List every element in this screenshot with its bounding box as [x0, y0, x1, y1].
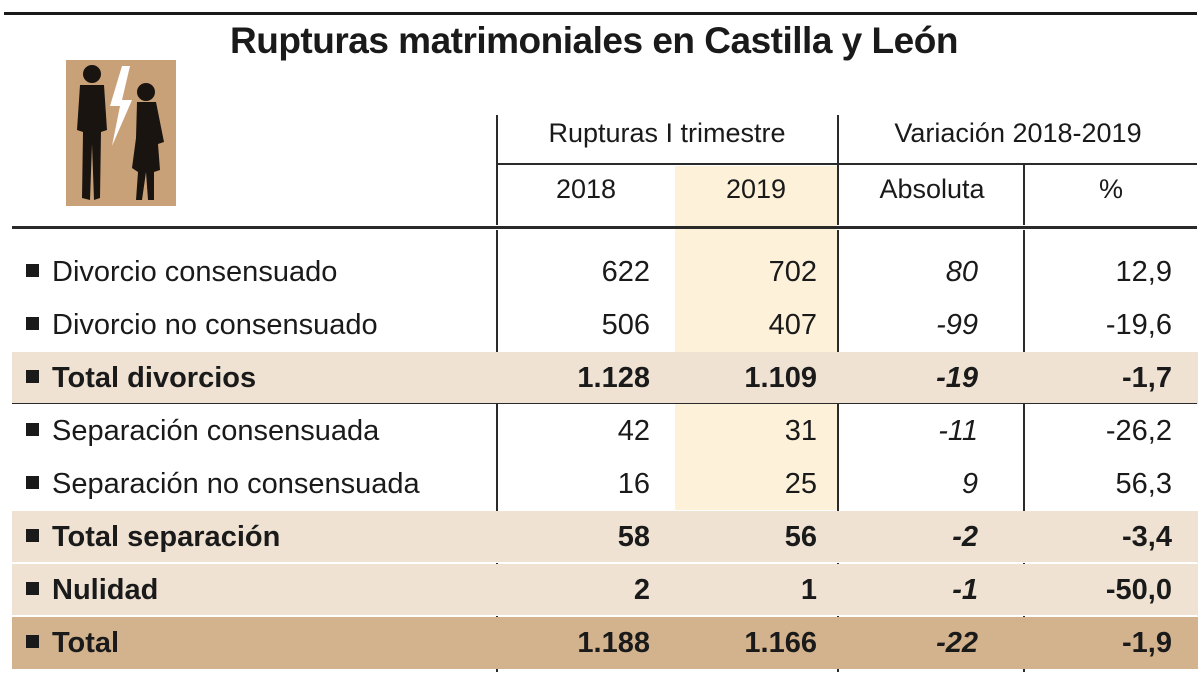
cell-pct: -3,4	[1122, 521, 1172, 553]
header-bottom-rule	[12, 226, 1197, 229]
cell-2018: 506	[601, 309, 650, 341]
header-divider	[497, 163, 1197, 165]
cell-2019: 25	[784, 468, 817, 500]
row-label: Separación no consensuada	[52, 468, 420, 500]
cell-absoluta: -2	[952, 521, 978, 553]
table-row	[12, 405, 1198, 457]
header-group-rupturas: Rupturas I trimestre	[548, 118, 786, 148]
row-label: Separación consensuada	[52, 415, 380, 447]
table-row-subtotal	[12, 564, 1198, 616]
divider-v3	[1023, 163, 1025, 225]
cell-2019: 31	[784, 415, 817, 447]
cell-pct: -50,0	[1105, 574, 1172, 606]
chart-title: Rupturas matrimoniales en Castilla y León	[230, 20, 958, 61]
row-label: Total separación	[52, 521, 281, 553]
cell-2019: 56	[784, 521, 817, 553]
cell-pct: -26,2	[1105, 415, 1172, 447]
table-row	[12, 299, 1198, 351]
cell-pct: -1,7	[1122, 362, 1172, 394]
row-label: Nulidad	[52, 574, 159, 606]
cell-pct: -19,6	[1105, 309, 1172, 341]
cell-2019: 1	[800, 574, 817, 606]
divider-v1	[496, 115, 498, 225]
cell-absoluta: 9	[961, 468, 978, 500]
row-label: Divorcio no consensuado	[52, 309, 378, 341]
table-row	[12, 458, 1198, 510]
cell-pct: 12,9	[1115, 256, 1172, 288]
row-separator	[12, 615, 1197, 616]
cell-absoluta: -11	[938, 415, 978, 447]
cell-2018: 58	[617, 521, 650, 553]
cell-2019: 407	[768, 309, 817, 341]
row-separator	[12, 562, 1197, 563]
divider-v2	[837, 115, 839, 225]
cell-absoluta: -22	[936, 627, 978, 659]
header-2019: 2019	[725, 174, 787, 204]
header-pct: %	[1098, 174, 1123, 204]
table-row-subtotal	[12, 511, 1198, 563]
cell-2018: 622	[601, 256, 650, 288]
cell-2018: 16	[617, 468, 650, 500]
cell-absoluta: 80	[945, 256, 978, 288]
row-separator	[12, 403, 1197, 404]
header-2018: 2018	[555, 174, 617, 204]
row-label: Total	[52, 627, 120, 659]
header-group-variacion: Variación 2018-2019	[894, 118, 1142, 148]
cell-absoluta: -1	[952, 574, 978, 606]
row-label: Divorcio consensuado	[52, 256, 338, 288]
cell-pct: -1,9	[1122, 627, 1172, 659]
cell-2019: 1.109	[744, 362, 817, 394]
cell-2018: 2	[633, 574, 650, 606]
cell-2019: 702	[768, 256, 817, 288]
cell-pct: 56,3	[1115, 468, 1172, 500]
table-row	[12, 246, 1198, 298]
cell-absoluta: -99	[936, 309, 978, 341]
row-label: Total divorcios	[52, 362, 257, 394]
table-row-total	[12, 617, 1198, 669]
cell-2018: 42	[617, 415, 650, 447]
table-row-subtotal	[12, 352, 1198, 404]
cell-2019: 1.166	[744, 627, 817, 659]
cell-absoluta: -19	[936, 362, 978, 394]
cell-2018: 1.128	[577, 362, 650, 394]
header-absoluta: Absoluta	[879, 174, 985, 204]
cell-2018: 1.188	[577, 627, 650, 659]
